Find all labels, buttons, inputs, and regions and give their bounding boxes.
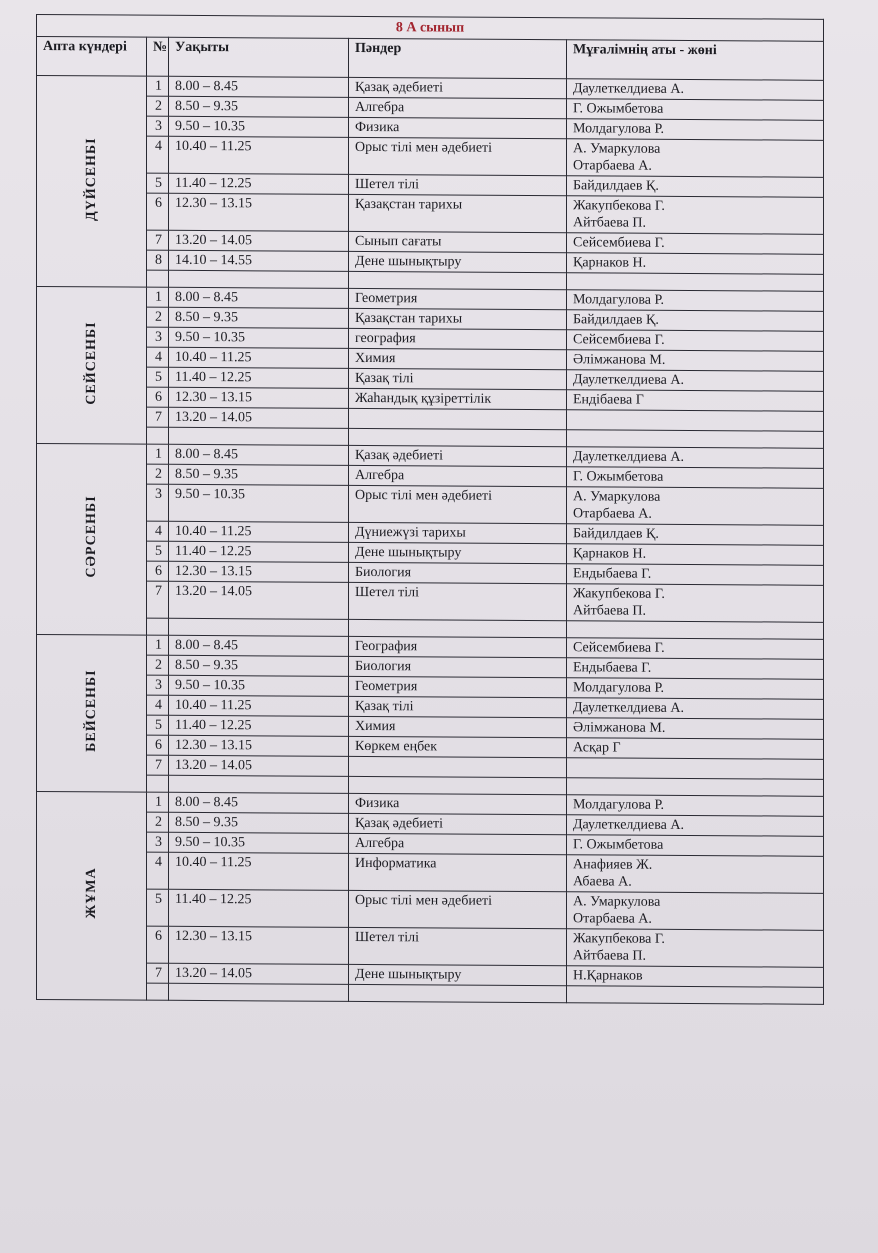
lesson-time: 13.20 – 14.05 <box>169 230 349 251</box>
teacher-name: Ендібаева Г <box>573 392 644 408</box>
lesson-time: 10.40 – 11.25 <box>169 521 349 542</box>
lesson-number: 4 <box>147 347 169 367</box>
teacher-name: Сейсембиева Г. <box>573 640 665 656</box>
lesson-subject: Физика <box>349 793 567 814</box>
teacher-name: А. Умаркулова <box>573 894 661 910</box>
empty-cell <box>147 618 169 635</box>
lesson-number: 5 <box>147 541 169 561</box>
lesson-time: 8.00 – 8.45 <box>169 444 349 465</box>
day-cell <box>37 76 147 288</box>
lesson-number: 5 <box>147 173 169 193</box>
teacher-name: Даулеткелдиева А. <box>573 449 684 465</box>
teacher-name <box>573 759 817 760</box>
teacher-name: Абаева А. <box>573 874 632 890</box>
lesson-teacher <box>567 330 824 352</box>
lesson-teacher <box>567 678 824 700</box>
lesson-number: 1 <box>147 287 169 307</box>
lesson-number: 7 <box>147 230 169 250</box>
header-day: Апта күндері <box>37 37 147 77</box>
lesson-subject: Жаһандық құзіреттілік <box>349 388 567 409</box>
empty-cell <box>567 273 824 292</box>
lesson-number: 7 <box>147 407 169 427</box>
lesson-time: 8.00 – 8.45 <box>169 792 349 813</box>
lesson-time: 13.20 – 14.05 <box>169 963 349 984</box>
teacher-name: Н.Қарнаков <box>573 968 643 984</box>
lesson-number: 1 <box>147 635 169 655</box>
teacher-name: Сейсембиева Г. <box>573 235 665 251</box>
empty-cell <box>169 618 349 636</box>
teacher-name: Даулеткелдиева А. <box>573 81 684 97</box>
empty-cell <box>147 983 169 1000</box>
lesson-number: 4 <box>147 695 169 715</box>
lesson-teacher <box>567 390 824 412</box>
lesson-time: 10.40 – 11.25 <box>169 347 349 368</box>
lesson-number: 2 <box>147 464 169 484</box>
lesson-number: 6 <box>147 387 169 407</box>
lesson-teacher <box>567 176 824 198</box>
lesson-subject: Алгебра <box>349 833 567 854</box>
lesson-number: 7 <box>147 963 169 983</box>
lesson-subject: Шетел тілі <box>349 927 567 965</box>
lesson-time: 11.40 – 12.25 <box>169 367 349 388</box>
lesson-teacher <box>567 139 824 178</box>
lesson-time: 11.40 – 12.25 <box>169 889 349 927</box>
lesson-subject: Дүниежүзі тарихы <box>349 522 567 543</box>
teacher-name: Айтбаева П. <box>573 215 647 231</box>
lesson-teacher <box>567 487 824 526</box>
lesson-time: 8.50 – 9.35 <box>169 307 349 328</box>
lesson-subject: Қазақ әдебиеті <box>349 445 567 466</box>
lesson-number: 6 <box>147 735 169 755</box>
lesson-time: 14.10 – 14.55 <box>169 250 349 271</box>
lesson-subject <box>349 408 567 429</box>
lesson-teacher <box>567 758 824 780</box>
table-row <box>37 136 824 178</box>
day-label: ЖҰМА <box>84 867 99 920</box>
gap-row <box>37 983 824 1005</box>
lesson-number: 2 <box>147 96 169 116</box>
lesson-number: 7 <box>147 755 169 775</box>
lesson-time: 13.20 – 14.05 <box>169 407 349 428</box>
lesson-time: 10.40 – 11.25 <box>169 136 349 174</box>
empty-cell <box>349 428 567 446</box>
teacher-name: Ендыбаева Г. <box>573 566 652 582</box>
empty-cell <box>147 775 169 792</box>
lesson-time: 11.40 – 12.25 <box>169 173 349 194</box>
lesson-teacher <box>567 350 824 372</box>
lesson-time: 8.50 – 9.35 <box>169 464 349 485</box>
lesson-number: 1 <box>147 76 169 96</box>
lesson-teacher <box>567 467 824 489</box>
teacher-name: Отарбаева А. <box>573 911 652 927</box>
lesson-subject: Геометрия <box>349 288 567 309</box>
lesson-time: 13.20 – 14.05 <box>169 581 349 619</box>
teacher-name: Жакупбекова Г. <box>573 931 665 947</box>
lesson-number: 5 <box>147 367 169 387</box>
teacher-name: Айтбаева П. <box>573 948 647 964</box>
teacher-name: Г. Ожымбетова <box>573 469 664 485</box>
timetable <box>36 14 824 1005</box>
empty-cell <box>567 621 824 640</box>
lesson-subject: Информатика <box>349 853 567 891</box>
lesson-teacher <box>567 584 824 623</box>
teacher-name: Қарнаков Н. <box>573 546 647 562</box>
table-row <box>37 484 824 526</box>
lesson-number: 7 <box>147 581 169 618</box>
lesson-number: 1 <box>147 792 169 812</box>
lesson-teacher <box>567 658 824 680</box>
lesson-number: 2 <box>147 655 169 675</box>
lesson-number: 2 <box>147 307 169 327</box>
teacher-name: А. Умаркулова <box>573 489 661 505</box>
lesson-number: 2 <box>147 812 169 832</box>
lesson-teacher <box>567 524 824 546</box>
header-row <box>37 37 824 81</box>
lesson-teacher <box>567 929 824 968</box>
lesson-teacher <box>567 196 824 235</box>
lesson-teacher <box>567 544 824 566</box>
day-label: СӘРСЕНБІ <box>84 495 99 578</box>
teacher-name <box>573 411 817 412</box>
day-label: СЕЙСЕНБІ <box>84 321 99 405</box>
teacher-name: А. Умаркулова <box>573 141 661 157</box>
teacher-name: Ендыбаева Г. <box>573 660 652 676</box>
table-row <box>37 926 824 968</box>
lesson-subject: Шетел тілі <box>349 582 567 620</box>
lesson-time: 12.30 – 13.15 <box>169 387 349 408</box>
teacher-name: Даулеткелдиева А. <box>573 372 684 388</box>
teacher-name: Даулеткелдиева А. <box>573 817 684 833</box>
lesson-number: 4 <box>147 852 169 889</box>
lesson-number: 5 <box>147 715 169 735</box>
lesson-teacher <box>567 738 824 760</box>
header-num: № <box>147 37 169 76</box>
lesson-subject: Орыс тілі мен әдебиеті <box>349 137 567 175</box>
teacher-name: Молдагулова Р. <box>573 680 665 696</box>
lesson-teacher <box>567 892 824 931</box>
lesson-time: 10.40 – 11.25 <box>169 695 349 716</box>
lesson-teacher <box>567 966 824 988</box>
empty-cell <box>349 619 567 637</box>
teacher-name: Анафияев Ж. <box>573 857 653 873</box>
table-row <box>37 889 824 931</box>
teacher-name: Молдагулова Р. <box>573 797 665 813</box>
teacher-name: Отарбаева А. <box>573 158 652 174</box>
lesson-time: 12.30 – 13.15 <box>169 926 349 964</box>
lesson-subject: Көркем еңбек <box>349 736 567 757</box>
lesson-subject: Химия <box>349 348 567 369</box>
empty-cell <box>349 271 567 289</box>
lesson-time: 8.50 – 9.35 <box>169 655 349 676</box>
lesson-time: 13.20 – 14.05 <box>169 755 349 776</box>
day-cell <box>37 792 147 1001</box>
lesson-teacher <box>567 310 824 332</box>
lesson-number: 6 <box>147 926 169 963</box>
teacher-name: Отарбаева А. <box>573 506 652 522</box>
lesson-subject: Физика <box>349 117 567 138</box>
lesson-number: 1 <box>147 444 169 464</box>
lesson-teacher <box>567 79 824 101</box>
lesson-subject <box>349 756 567 777</box>
lesson-subject: Сынып сағаты <box>349 231 567 252</box>
empty-cell <box>349 776 567 794</box>
empty-cell <box>169 775 349 793</box>
teacher-name: Байдилдаев Қ. <box>573 526 659 542</box>
lesson-number: 3 <box>147 116 169 136</box>
teacher-name: Әлімжанова М. <box>573 352 666 368</box>
lesson-time: 12.30 – 13.15 <box>169 193 349 231</box>
teacher-name: Қарнаков Н. <box>573 255 647 271</box>
lesson-number: 3 <box>147 484 169 521</box>
header-subject: Пәндер <box>349 38 567 78</box>
lesson-time: 12.30 – 13.15 <box>169 735 349 756</box>
day-cell <box>37 444 147 636</box>
lesson-time: 10.40 – 11.25 <box>169 852 349 890</box>
lesson-subject: Дене шынықтыру <box>349 964 567 985</box>
lesson-number: 6 <box>147 193 169 230</box>
header-teacher: Мұғалімнің аты - жөні <box>567 40 824 81</box>
lesson-time: 8.00 – 8.45 <box>169 635 349 656</box>
lesson-teacher <box>567 99 824 121</box>
lesson-time: 8.50 – 9.35 <box>169 812 349 833</box>
lesson-teacher <box>567 835 824 857</box>
lesson-teacher <box>567 290 824 312</box>
teacher-name: Әлімжанова М. <box>573 720 666 736</box>
lesson-time: 9.50 – 10.35 <box>169 116 349 137</box>
teacher-name: Молдагулова Р. <box>573 121 665 137</box>
lesson-subject: Қазақстан тарихы <box>349 194 567 232</box>
lesson-subject: география <box>349 328 567 349</box>
teacher-name: Г. Ожымбетова <box>573 837 664 853</box>
lesson-teacher <box>567 447 824 469</box>
teacher-name: Г. Ожымбетова <box>573 101 664 117</box>
empty-cell <box>567 778 824 797</box>
teacher-name: Жакупбекова Г. <box>573 198 665 214</box>
teacher-name: Байдилдаев Қ. <box>573 312 659 328</box>
lesson-subject: Орыс тілі мен әдебиеті <box>349 890 567 928</box>
lesson-subject: Қазақ тілі <box>349 696 567 717</box>
lesson-number: 5 <box>147 889 169 926</box>
lesson-teacher <box>567 410 824 432</box>
lesson-time: 11.40 – 12.25 <box>169 541 349 562</box>
teacher-name: Асқар Г <box>573 740 621 756</box>
table-title: 8 А сынып <box>37 15 824 42</box>
day-label: ДҮЙСЕНБІ <box>84 136 99 221</box>
lesson-subject: Алгебра <box>349 97 567 118</box>
lesson-number: 6 <box>147 561 169 581</box>
lesson-number: 3 <box>147 327 169 347</box>
empty-cell <box>567 430 824 449</box>
lesson-subject: Қазақстан тарихы <box>349 308 567 329</box>
lesson-time: 9.50 – 10.35 <box>169 484 349 522</box>
lesson-teacher <box>567 698 824 720</box>
lesson-teacher <box>567 638 824 660</box>
table-row <box>37 581 824 623</box>
lesson-subject: Биология <box>349 656 567 677</box>
empty-cell <box>169 270 349 288</box>
lesson-time: 11.40 – 12.25 <box>169 715 349 736</box>
empty-cell <box>147 427 169 444</box>
teacher-name: Айтбаева П. <box>573 603 647 619</box>
lesson-time: 12.30 – 13.15 <box>169 561 349 582</box>
day-cell <box>37 287 147 445</box>
empty-cell <box>169 427 349 445</box>
schedule-sheet <box>36 14 824 1000</box>
lesson-subject: Орыс тілі мен әдебиеті <box>349 485 567 523</box>
lesson-time: 8.50 – 9.35 <box>169 96 349 117</box>
teacher-name: Жакупбекова Г. <box>573 586 665 602</box>
lesson-teacher <box>567 233 824 255</box>
lesson-time: 8.00 – 8.45 <box>169 76 349 97</box>
lesson-time: 8.00 – 8.45 <box>169 287 349 308</box>
lesson-time: 9.50 – 10.35 <box>169 675 349 696</box>
empty-cell <box>169 983 349 1001</box>
table-row <box>37 852 824 894</box>
day-cell <box>37 635 147 793</box>
empty-cell <box>567 986 824 1005</box>
lesson-subject: География <box>349 636 567 657</box>
lesson-subject: Геометрия <box>349 676 567 697</box>
lesson-number: 4 <box>147 136 169 173</box>
lesson-teacher <box>567 795 824 817</box>
day-label: БЕЙСЕНБІ <box>84 669 99 753</box>
lesson-time: 9.50 – 10.35 <box>169 832 349 853</box>
lesson-subject: Алгебра <box>349 465 567 486</box>
header-time: Уақыты <box>169 37 349 77</box>
lesson-subject: Дене шынықтыру <box>349 542 567 563</box>
lesson-teacher <box>567 855 824 894</box>
lesson-teacher <box>567 718 824 740</box>
teacher-name: Байдилдаев Қ. <box>573 178 659 194</box>
empty-cell <box>349 984 567 1002</box>
teacher-name: Даулеткелдиева А. <box>573 700 684 716</box>
lesson-subject: Қазақ әдебиеті <box>349 77 567 98</box>
teacher-name: Молдагулова Р. <box>573 292 665 308</box>
lesson-teacher <box>567 815 824 837</box>
lesson-number: 8 <box>147 250 169 270</box>
lesson-number: 3 <box>147 675 169 695</box>
lesson-teacher <box>567 119 824 141</box>
lesson-teacher <box>567 564 824 586</box>
lesson-teacher <box>567 253 824 275</box>
lesson-subject: Қазақ тілі <box>349 368 567 389</box>
lesson-subject: Қазақ әдебиеті <box>349 813 567 834</box>
lesson-subject: Химия <box>349 716 567 737</box>
lesson-subject: Биология <box>349 562 567 583</box>
lesson-subject: Шетел тілі <box>349 174 567 195</box>
lesson-teacher <box>567 370 824 392</box>
lesson-time: 9.50 – 10.35 <box>169 327 349 348</box>
lesson-subject: Дене шынықтыру <box>349 251 567 272</box>
teacher-name: Сейсембиева Г. <box>573 332 665 348</box>
table-row <box>37 193 824 235</box>
lesson-number: 4 <box>147 521 169 541</box>
lesson-number: 3 <box>147 832 169 852</box>
empty-cell <box>147 270 169 287</box>
